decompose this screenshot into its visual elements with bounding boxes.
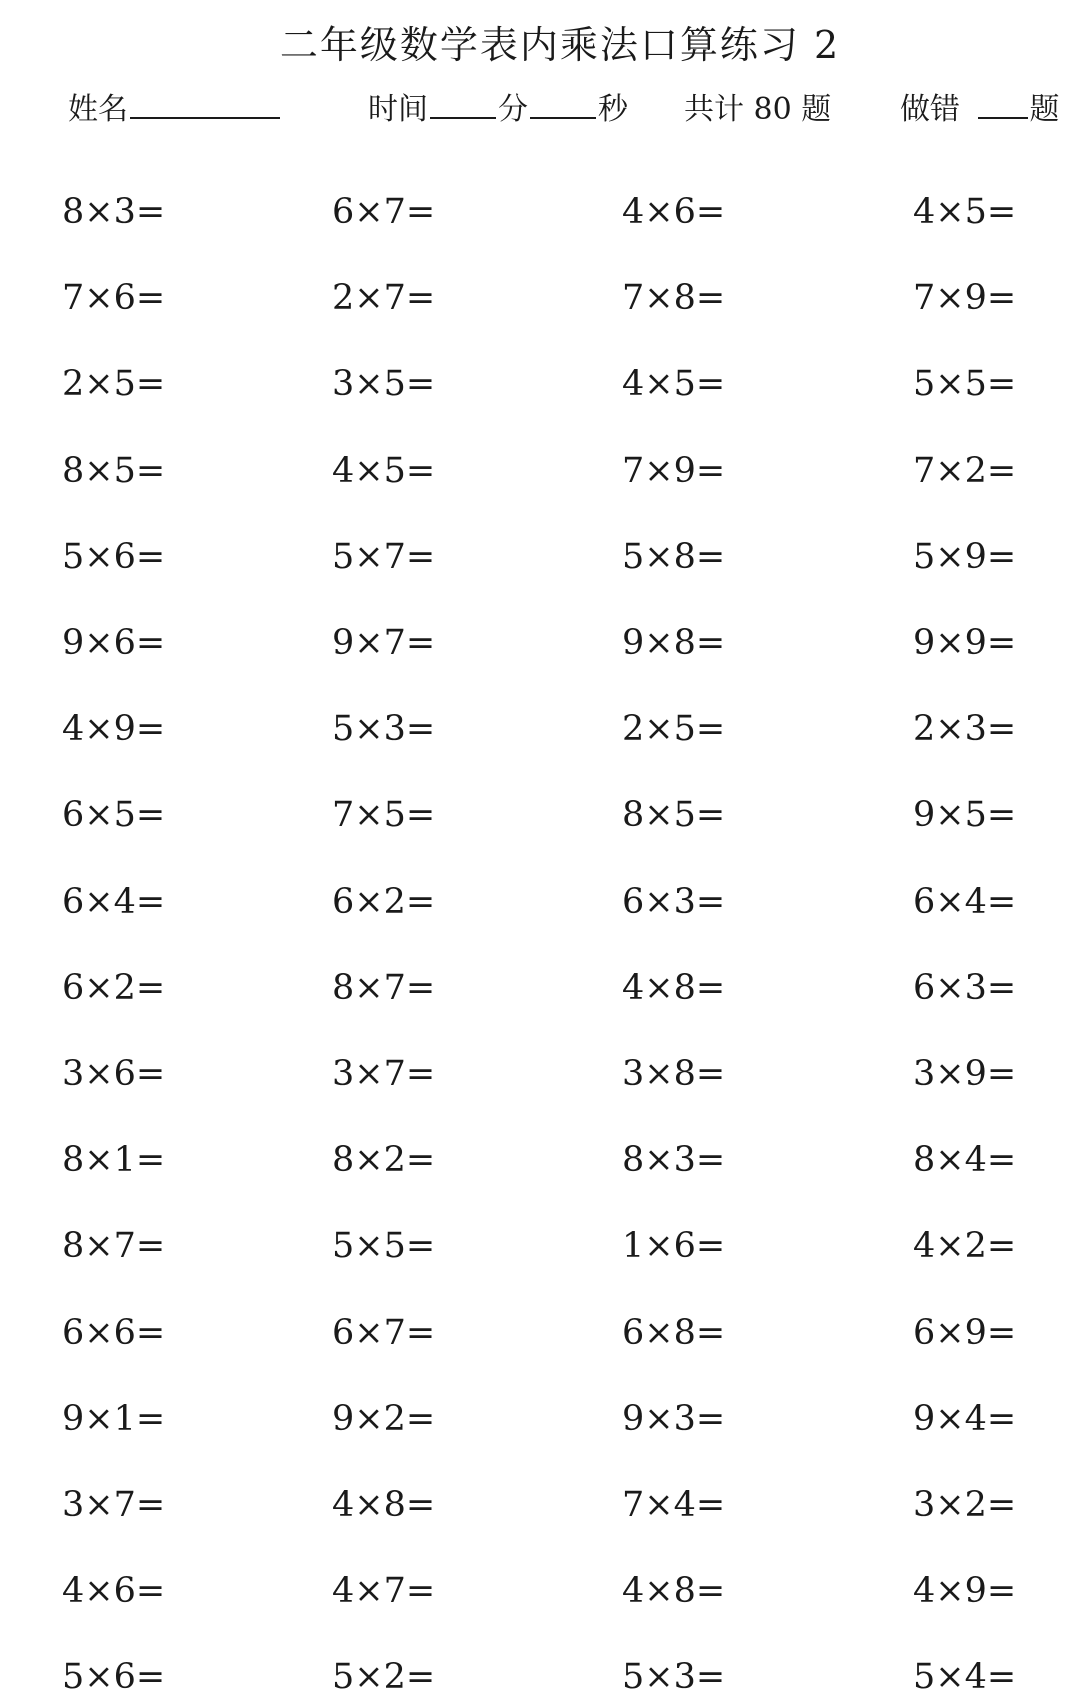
problem-r12-c2: 8×2= — [332, 1140, 436, 1181]
problem-r17-c1: 4×6= — [62, 1571, 166, 1612]
wrong-blank[interactable] — [978, 91, 1028, 119]
problem-r8-c2: 7×5= — [332, 795, 436, 836]
problem-r11-c4: 3×9= — [913, 1054, 1017, 1094]
problem-r7-c4: 2×3= — [913, 709, 1017, 750]
problem-r10-c3: 4×8= — [622, 967, 726, 1008]
problem-r10-c4: 6×3= — [913, 967, 1017, 1008]
total-count: 共计 80 题 — [684, 92, 832, 127]
problem-r16-c4: 3×2= — [913, 1485, 1017, 1525]
problem-r2-c2: 2×7= — [332, 278, 436, 319]
problem-r11-c3: 3×8= — [622, 1054, 726, 1094]
problem-r1-c1: 8×3= — [62, 192, 166, 232]
name-label: 姓名 — [68, 92, 128, 127]
problem-r13-c4: 4×2= — [913, 1226, 1017, 1267]
problem-r8-c4: 9×5= — [913, 795, 1017, 836]
problem-r8-c3: 8×5= — [622, 795, 726, 836]
problem-r9-c2: 6×2= — [332, 881, 436, 922]
problem-r4-c1: 8×5= — [62, 450, 166, 491]
problem-r9-c4: 6×4= — [913, 881, 1017, 922]
problem-r5-c1: 5×6= — [62, 536, 166, 577]
problem-r4-c4: 7×2= — [913, 450, 1017, 491]
problem-r11-c1: 3×6= — [62, 1054, 166, 1094]
wrong-count-field — [900, 84, 1060, 128]
problem-r17-c4: 4×9= — [913, 1571, 1017, 1612]
problem-r18-c3: 5×3= — [622, 1657, 726, 1697]
problem-r15-c3: 9×3= — [622, 1398, 726, 1439]
problem-r3-c4: 5×5= — [913, 364, 1017, 405]
second-label: 秒 — [598, 92, 628, 127]
problem-r12-c4: 8×4= — [913, 1140, 1017, 1181]
problem-r2-c1: 7×6= — [62, 278, 166, 319]
problem-r8-c1: 6×5= — [62, 795, 166, 836]
problem-r2-c3: 7×8= — [622, 278, 726, 319]
problem-r7-c1: 4×9= — [62, 709, 166, 750]
problem-r3-c1: 2×5= — [62, 364, 166, 405]
problem-r1-c3: 4×6= — [622, 192, 726, 232]
problem-r14-c1: 6×6= — [62, 1312, 166, 1353]
problem-r6-c2: 9×7= — [332, 623, 436, 663]
problem-r16-c3: 7×4= — [622, 1485, 726, 1525]
problem-r13-c1: 8×7= — [62, 1226, 166, 1267]
problem-r4-c3: 7×9= — [622, 450, 726, 491]
name-blank[interactable] — [130, 91, 280, 119]
problem-r9-c3: 6×3= — [622, 881, 726, 922]
name-field — [68, 84, 282, 128]
problem-r18-c2: 5×2= — [332, 1657, 436, 1697]
problem-r17-c3: 4×8= — [622, 1571, 726, 1612]
worksheet-title: 二年级数学表内乘法口算练习 2 — [279, 23, 841, 67]
problem-r5-c3: 5×8= — [622, 536, 726, 577]
problem-r5-c4: 5×9= — [913, 536, 1017, 577]
problem-r4-c2: 4×5= — [332, 450, 436, 491]
problem-r18-c1: 5×6= — [62, 1657, 166, 1697]
time-label: 时间 — [368, 92, 428, 127]
problem-r6-c1: 9×6= — [62, 623, 166, 663]
time-field — [368, 84, 628, 128]
minute-blank[interactable] — [430, 91, 496, 119]
problem-r15-c2: 9×2= — [332, 1398, 436, 1439]
problem-r7-c2: 5×3= — [332, 709, 436, 750]
problem-r18-c4: 5×4= — [913, 1657, 1017, 1697]
problem-r13-c3: 1×6= — [622, 1226, 726, 1267]
problem-r11-c2: 3×7= — [332, 1054, 436, 1094]
problem-r17-c2: 4×7= — [332, 1571, 436, 1612]
problem-r1-c2: 6×7= — [332, 192, 436, 232]
minute-label: 分 — [498, 92, 528, 127]
problem-r6-c4: 9×9= — [913, 623, 1017, 663]
problem-r14-c4: 6×9= — [913, 1312, 1017, 1353]
second-blank[interactable] — [530, 91, 596, 119]
problem-r16-c2: 4×8= — [332, 1485, 436, 1525]
problem-r15-c1: 9×1= — [62, 1398, 166, 1439]
problem-r6-c3: 9×8= — [622, 623, 726, 663]
problem-r14-c2: 6×7= — [332, 1312, 436, 1353]
problem-r13-c2: 5×5= — [332, 1226, 436, 1267]
problem-r12-c3: 8×3= — [622, 1140, 726, 1181]
wrong-label: 做错 — [900, 92, 960, 127]
problem-r15-c4: 9×4= — [913, 1398, 1017, 1439]
problem-r2-c4: 7×9= — [913, 278, 1017, 319]
problem-r10-c1: 6×2= — [62, 967, 166, 1008]
problem-r16-c1: 3×7= — [62, 1485, 166, 1525]
problem-r7-c3: 2×5= — [622, 709, 726, 750]
wrong-unit: 题 — [1029, 92, 1060, 127]
problem-r3-c3: 4×5= — [622, 364, 726, 405]
problem-r10-c2: 8×7= — [332, 967, 436, 1008]
problem-r1-c4: 4×5= — [913, 192, 1017, 232]
problem-r9-c1: 6×4= — [62, 881, 166, 922]
problem-r3-c2: 3×5= — [332, 364, 436, 405]
problem-r5-c2: 5×7= — [332, 536, 436, 577]
problem-r12-c1: 8×1= — [62, 1140, 166, 1181]
problem-r14-c3: 6×8= — [622, 1312, 726, 1353]
